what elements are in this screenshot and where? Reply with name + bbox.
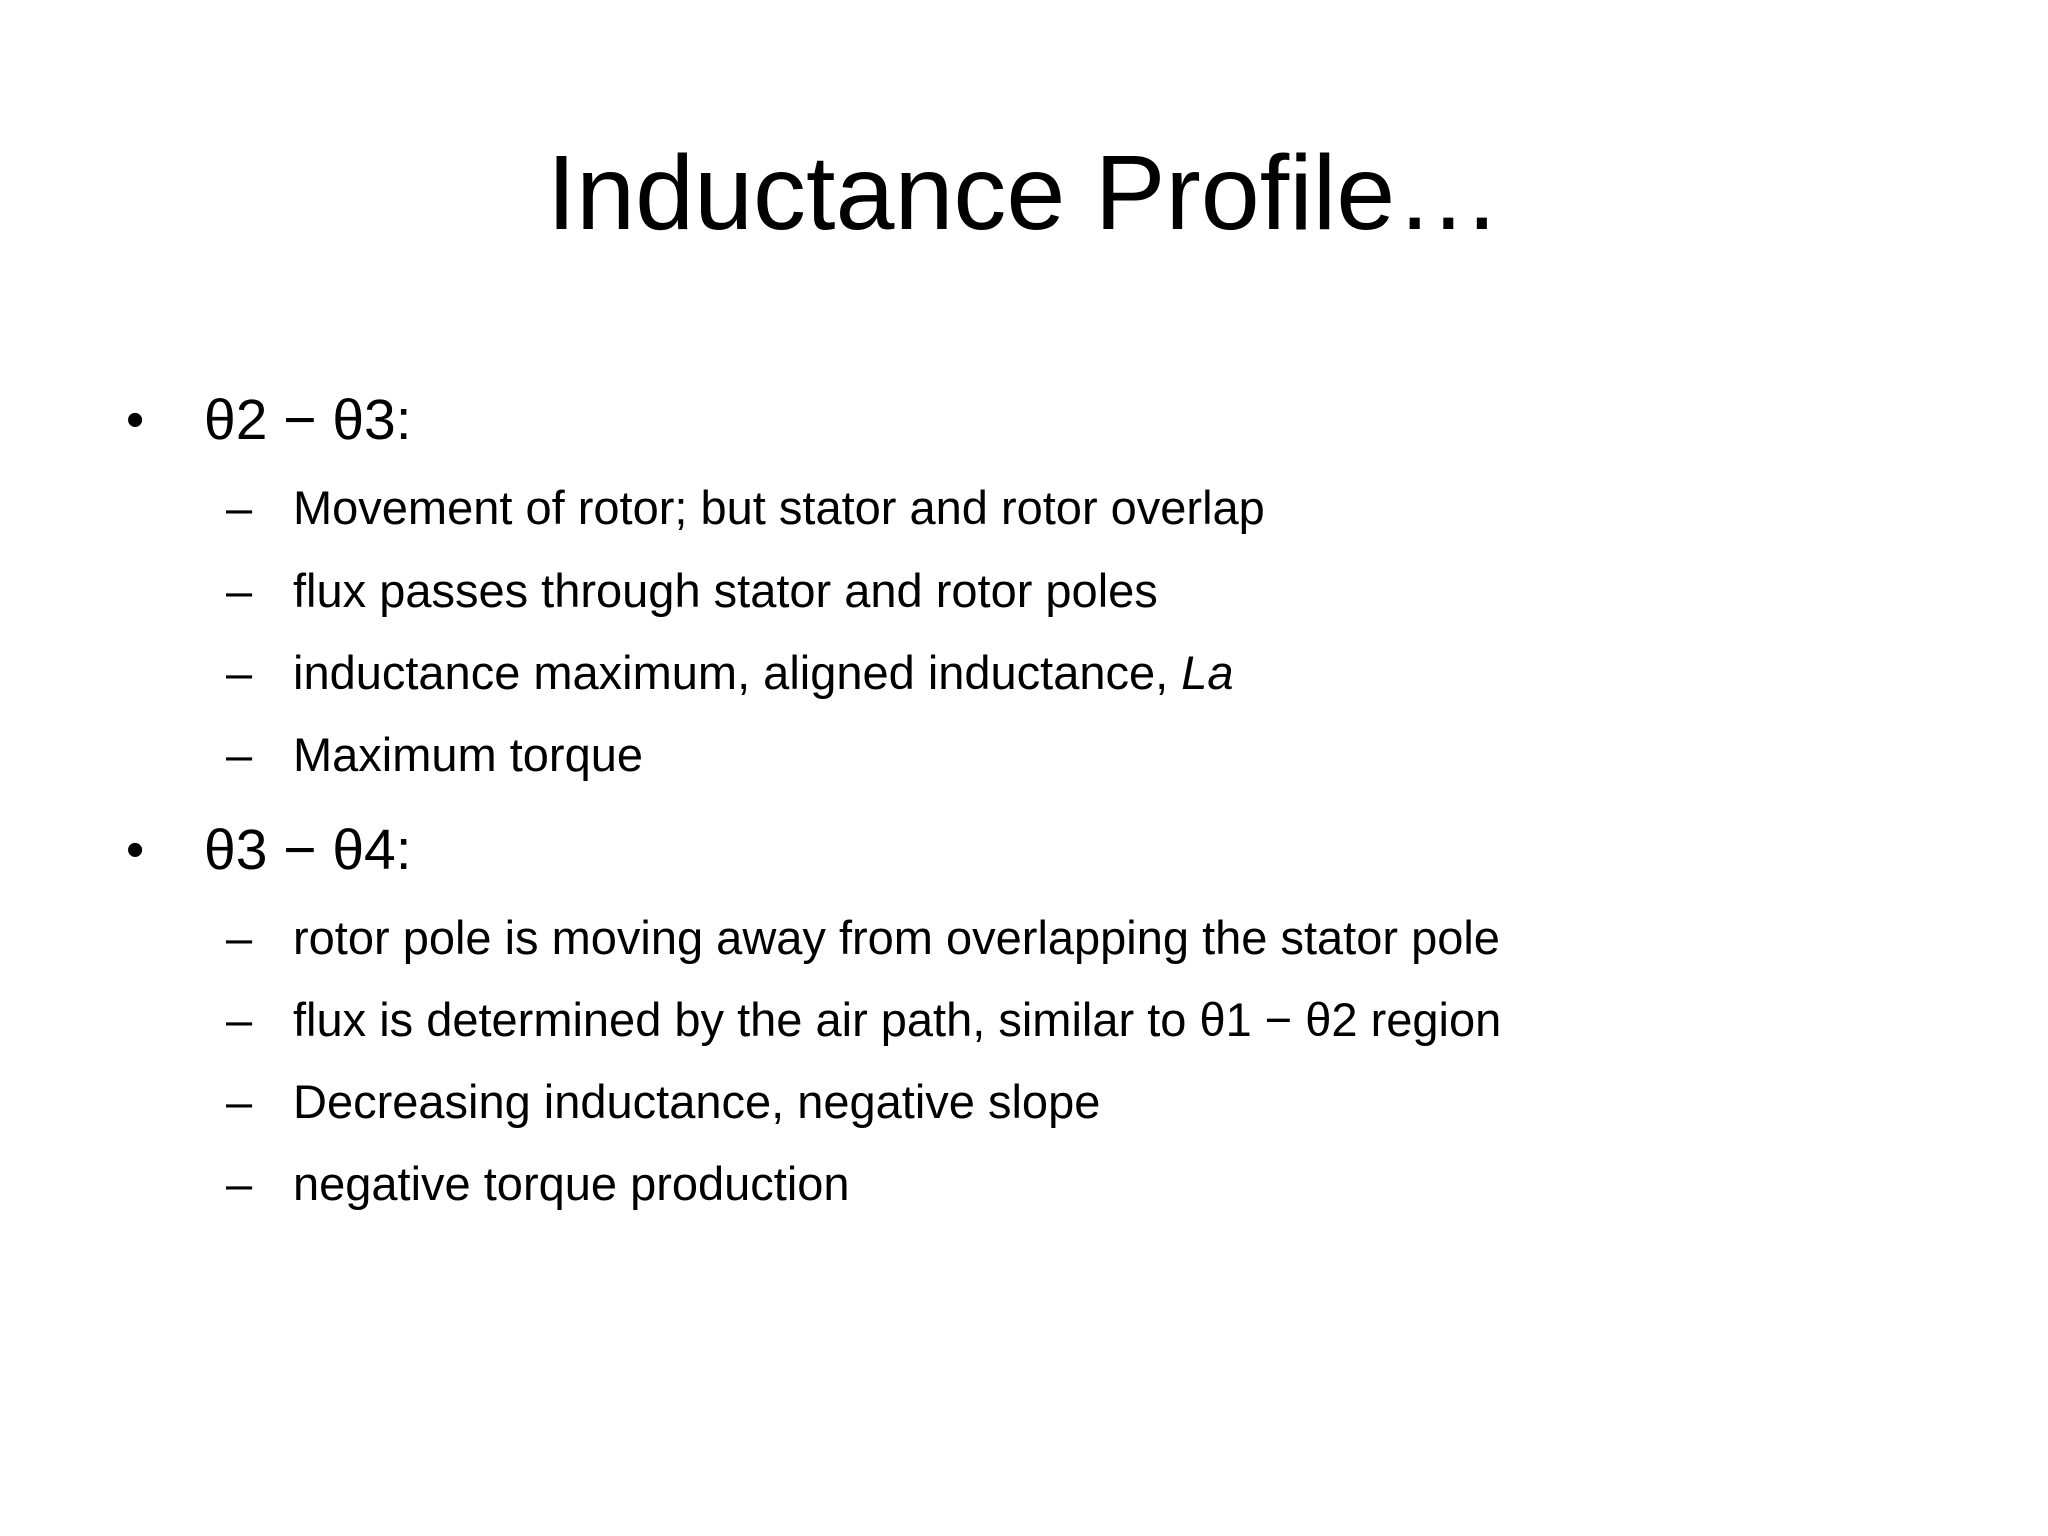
bullet-heading: θ3 − θ4: bbox=[204, 818, 412, 882]
dash-icon: – bbox=[226, 911, 253, 964]
sub-bullet-item bbox=[0, 985, 2048, 1055]
sub-bullet-item bbox=[0, 638, 2048, 708]
sub-bullet-item bbox=[0, 903, 2048, 973]
dash-icon: – bbox=[226, 1075, 253, 1128]
sub-bullet-item bbox=[0, 1067, 2048, 1137]
sub-bullet-text: Decreasing inductance, negative slope bbox=[293, 1075, 1101, 1128]
dash-icon: – bbox=[226, 993, 253, 1046]
sub-bullet-item bbox=[0, 556, 2048, 626]
sub-bullet-text: rotor pole is moving away from overlapping the stator pole bbox=[293, 911, 1500, 964]
sub-bullet-item bbox=[0, 720, 2048, 790]
sub-bullet-text: negative torque production bbox=[293, 1157, 850, 1210]
bullet-icon: • bbox=[126, 821, 145, 879]
sub-bullet-item bbox=[0, 473, 2048, 543]
dash-icon: – bbox=[226, 1157, 253, 1210]
bullet-item bbox=[0, 810, 2048, 890]
bullet-item bbox=[0, 380, 2048, 460]
sub-bullet-text: Movement of rotor; but stator and rotor overlap bbox=[293, 481, 1265, 534]
sub-bullet-text bbox=[293, 638, 1234, 708]
dash-icon: – bbox=[226, 564, 253, 617]
bullet-icon: • bbox=[126, 391, 145, 449]
dash-icon: – bbox=[226, 646, 253, 699]
dash-icon: – bbox=[226, 481, 253, 534]
slide-title: Inductance Profile… bbox=[546, 134, 1502, 252]
sub-bullet-text: Maximum torque bbox=[293, 728, 643, 781]
sub-bullet-item bbox=[0, 1149, 2048, 1219]
sub-bullet-text: flux is determined by the air path, similar to θ1 − θ2 region bbox=[293, 993, 1502, 1046]
aligned-inductance-symbol: La bbox=[1181, 646, 1234, 699]
dash-icon: – bbox=[226, 728, 253, 781]
sub-bullet-text: flux passes through stator and rotor poles bbox=[293, 564, 1158, 617]
bullet-heading: θ2 − θ3: bbox=[204, 388, 412, 452]
sub-bullet-text-plain: inductance maximum, aligned inductance, bbox=[293, 646, 1182, 699]
